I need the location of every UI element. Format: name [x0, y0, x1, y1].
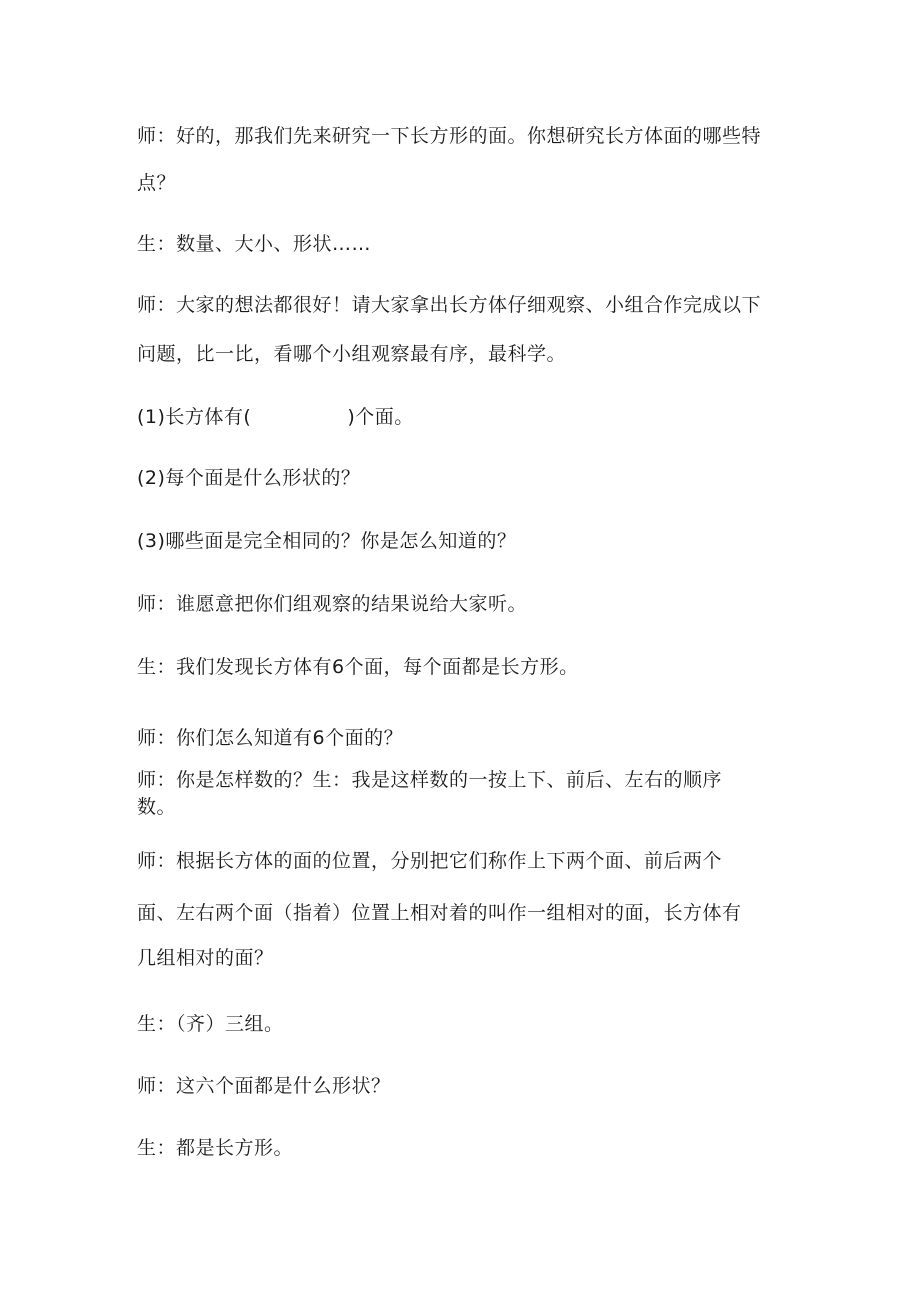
- dialogue-line: 师：好的，那我们先来研究一下长方形的面。你想研究长方体面的哪些特: [137, 125, 762, 147]
- dialogue-line: 生：数量、大小、形状……: [137, 233, 372, 255]
- question-1-prefix: (1)长方体有(: [137, 406, 252, 428]
- dialogue-line: 点？: [137, 172, 177, 194]
- dialogue-line: 问题，比一比，看哪个小组观察最有序，最科学。: [137, 343, 567, 365]
- dialogue-line: 师：你是怎样数的？生：我是这样数的一按上下、前后、左右的顺序: [137, 769, 723, 791]
- dialogue-line: 几组相对的面？: [137, 947, 274, 969]
- dialogue-line: 师：你们怎么知道有6个面的？: [137, 727, 404, 749]
- question-1: [137, 405, 414, 429]
- question-3: (3)哪些面是完全相同的？你是怎么知道的？: [137, 530, 517, 552]
- dialogue-line: 师：谁愿意把你们组观察的结果说给大家听。: [137, 593, 528, 615]
- dialogue-line: 面、左右两个面（指着）位置上相对着的叫作一组相对的面，长方体有: [137, 902, 742, 924]
- dialogue-line: 生：都是长方形。: [137, 1137, 294, 1159]
- dialogue-line: 数。: [137, 796, 177, 818]
- dialogue-line: 师：根据长方体的面的位置，分别把它们称作上下两个面、前后两个: [137, 850, 723, 872]
- dialogue-line: 师：大家的想法都很好！请大家拿出长方体仔细观察、小组合作完成以下: [137, 294, 762, 316]
- question-2: (2)每个面是什么形状的？: [137, 467, 361, 489]
- dialogue-line: 师：这六个面都是什么形状？: [137, 1075, 391, 1097]
- dialogue-line: 生：（齐）三组。: [137, 1013, 284, 1035]
- question-1-suffix: )个面。: [347, 406, 414, 428]
- dialogue-line: 生：我们发现长方体有6个面，每个面都是长方形。: [137, 656, 579, 678]
